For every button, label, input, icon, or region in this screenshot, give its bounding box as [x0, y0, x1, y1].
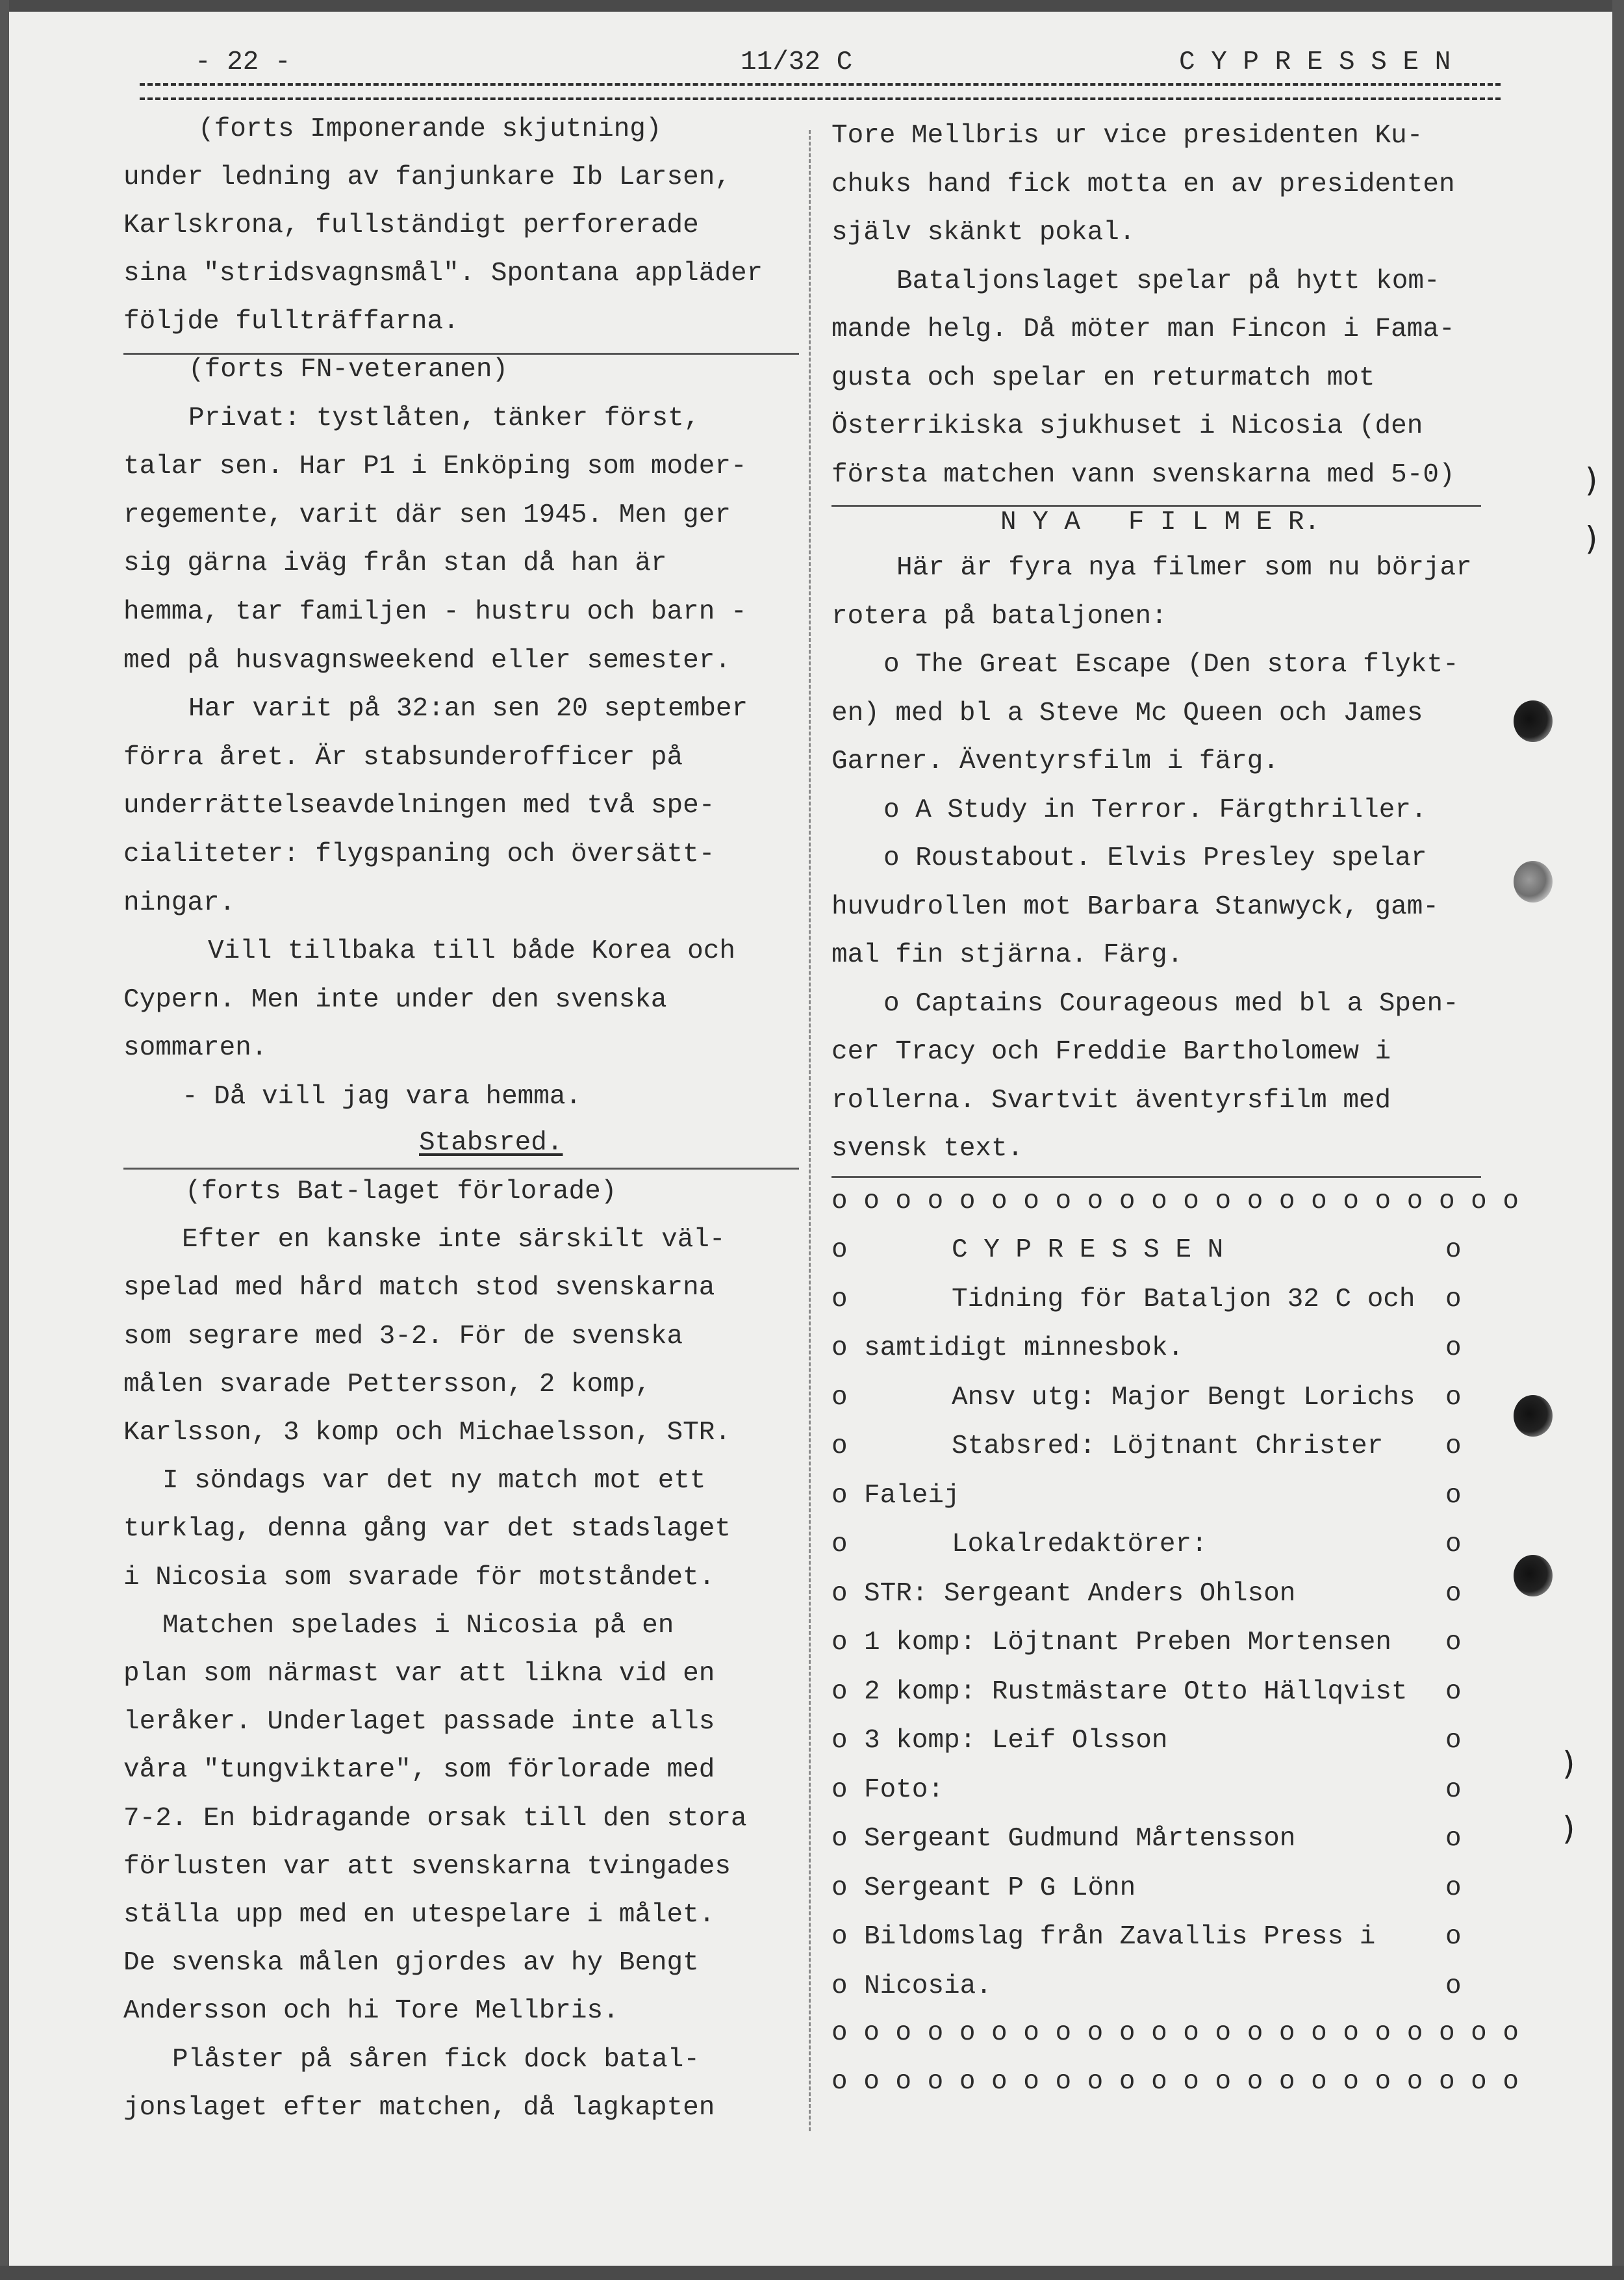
masthead-bullet: o	[1445, 1333, 1462, 1363]
text-line: själv skänkt pokal.	[831, 218, 1136, 248]
edge-mark: )	[1585, 461, 1598, 499]
text-line: o A Study in Terror. Färgthriller.	[883, 795, 1427, 825]
text-line: Har varit på 32:an sen 20 september	[188, 694, 748, 724]
text-line: o Captains Courageous med bl a Spen-	[883, 988, 1459, 1019]
masthead-bullet: o	[1445, 1774, 1462, 1805]
masthead-line: Stabsred: Löjtnant Christer	[952, 1431, 1384, 1461]
text-line: cialiteter: flygspaning och översätt-	[123, 839, 715, 869]
masthead-border-top: o o o o o o o o o o o o o o o o o o o o o o	[831, 1186, 1519, 1216]
masthead-bullet: o	[831, 1922, 848, 1952]
masthead-bullet: o	[831, 1578, 848, 1609]
masthead-line: 1 komp: Löjtnant Preben Mortensen	[864, 1628, 1391, 1658]
text-line: rotera på bataljonen:	[831, 601, 1167, 632]
scan-border-right	[1612, 0, 1624, 2280]
page-number: - 22 -	[195, 47, 291, 77]
text-line: (forts FN-veteranen)	[188, 355, 509, 385]
masthead-bullet: o	[1445, 1284, 1462, 1314]
masthead-line: Foto:	[864, 1774, 945, 1805]
text-line: Cypern. Men inte under den svenska	[123, 984, 667, 1015]
text-line: regemente, varit där sen 1945. Men ger	[123, 500, 731, 530]
masthead-bullet: o	[1445, 1530, 1462, 1559]
masthead-bullet: o	[831, 1235, 848, 1265]
punch-hole	[1514, 1555, 1553, 1596]
masthead-bullet: o	[831, 1676, 848, 1707]
text-line: huvudrollen mot Barbara Stanwyck, gam-	[831, 891, 1439, 922]
text-line: jonslaget efter matchen, då lagkapten	[123, 2092, 715, 2123]
masthead-border-bottom-2: o o o o o o o o o o o o o o o o o o o o o o	[831, 2067, 1519, 2097]
masthead-bullet: o	[1445, 1922, 1462, 1952]
text-line: De svenska målen gjordes av hy Bengt	[123, 1948, 699, 1979]
films-heading: N Y A F I L M E R.	[1000, 507, 1321, 537]
masthead-bullet: o	[831, 1873, 848, 1903]
text-line: (forts Imponerande skjutning)	[198, 114, 662, 144]
text-line: Bataljonslaget spelar på hytt kom-	[896, 266, 1440, 296]
masthead-line: Lokalredaktörer:	[952, 1530, 1208, 1559]
text-line: Tore Mellbris ur vice presidenten Ku-	[831, 121, 1423, 151]
text-line: rollerna. Svartvit äventyrsfilm med	[831, 1085, 1391, 1116]
issue-number: 11/32 C	[741, 47, 853, 77]
masthead-bullet: o	[1445, 1971, 1462, 2001]
text-line: förlusten var att svenskarna tvingades	[123, 1851, 731, 1882]
masthead-bullet: o	[831, 1971, 848, 2001]
edge-mark: )	[1562, 1810, 1575, 1847]
text-line: turklag, denna gång var det stadslaget	[123, 1514, 731, 1544]
scan-border-top	[0, 0, 1624, 12]
masthead-bullet: o	[1445, 1676, 1462, 1707]
masthead-border-bottom: o o o o o o o o o o o o o o o o o o o o o o	[831, 2018, 1519, 2048]
text-line: följde fullträffarna.	[123, 307, 459, 337]
text-line: sina "stridsvagnsmål". Spontana appläder	[123, 259, 763, 288]
masthead-line: Tidning för Bataljon 32 C och	[952, 1284, 1415, 1314]
masthead-bullet: o	[831, 1480, 848, 1511]
masthead-line: samtidigt minnesbok.	[864, 1333, 1184, 1363]
article-divider	[831, 1176, 1481, 1178]
text-line: ställa upp med en utespelare i målet.	[123, 1900, 715, 1930]
text-line: o The Great Escape (Den stora flykt-	[883, 650, 1459, 680]
text-line: svensk text.	[831, 1134, 1024, 1164]
masthead-bullet: o	[1445, 1431, 1462, 1461]
text-line: sig gärna iväg från stan då han är	[123, 548, 667, 579]
scan-border-bottom	[0, 2266, 1624, 2280]
text-line: Österrikiska sjukhuset i Nicosia (den	[831, 411, 1423, 441]
punch-hole	[1514, 1395, 1553, 1437]
text-line: Privat: tystlåten, tänker först,	[188, 403, 700, 433]
text-line: gusta och spelar en returmatch mot	[831, 363, 1375, 393]
text-line: förra året. Är stabsunderofficer på	[123, 742, 683, 773]
text-line: Garner. Äventyrsfilm i färg.	[831, 747, 1279, 776]
right-column	[831, 114, 1519, 2128]
masthead-line: Faleij	[864, 1480, 960, 1511]
text-line: Karlskrona, fullständigt perforerade	[123, 211, 699, 240]
masthead-bullet: o	[831, 1628, 848, 1658]
column-divider	[809, 130, 811, 2131]
masthead-bullet: o	[1445, 1824, 1462, 1854]
masthead-bullet: o	[831, 1774, 848, 1805]
masthead-bullet: o	[1445, 1480, 1462, 1511]
edge-mark: )	[1562, 1745, 1575, 1782]
punch-hole	[1514, 861, 1553, 903]
text-line: o Roustabout. Elvis Presley spelar	[883, 843, 1427, 873]
masthead-line: 3 komp: Leif Olsson	[864, 1726, 1168, 1756]
masthead-bullet: o	[1445, 1578, 1462, 1609]
masthead-line: C Y P R E S S E N	[952, 1235, 1224, 1265]
text-line: våra "tungviktare", som förlorade med	[123, 1755, 715, 1786]
masthead-bullet: o	[1445, 1873, 1462, 1903]
signature-stabsred: Stabsred.	[419, 1128, 563, 1158]
masthead-bullet: o	[1445, 1628, 1462, 1658]
text-line: första matchen vann svenskarna med 5-0)	[831, 459, 1455, 490]
text-line: Karlsson, 3 komp och Michaelsson, STR.	[123, 1418, 731, 1448]
masthead-bullet: o	[1445, 1382, 1462, 1413]
masthead-bullet: o	[1445, 1235, 1462, 1265]
text-line: hemma, tar familjen - hustru och barn -	[123, 597, 747, 627]
text-line: mal fin stjärna. Färg.	[831, 940, 1184, 970]
text-line: chuks hand fick motta en av presidenten	[831, 169, 1455, 199]
masthead-bullet: o	[831, 1284, 848, 1314]
text-line: ningar.	[123, 888, 236, 918]
article-divider	[123, 1168, 799, 1170]
masthead-line: Sergeant P G Lönn	[864, 1873, 1136, 1903]
masthead-line: 2 komp: Rustmästare Otto Hällqvist	[864, 1676, 1408, 1707]
masthead-line: Nicosia.	[864, 1971, 992, 2001]
text-line: Matchen spelades i Nicosia på en	[162, 1610, 674, 1641]
text-line: spelad med hård match stod svenskarna	[123, 1273, 715, 1303]
masthead-bullet: o	[831, 1382, 848, 1413]
text-line: Plåster på såren fick dock batal-	[172, 2044, 700, 2075]
masthead-line: Ansv utg: Major Bengt Lorichs	[952, 1382, 1415, 1413]
text-line: leråker. Underlaget passade inte alls	[123, 1707, 715, 1737]
punch-hole	[1514, 700, 1553, 742]
text-line: Efter en kanske inte särskilt väl-	[182, 1225, 726, 1255]
masthead-bullet: o	[831, 1431, 848, 1461]
text-line: talar sen. Har P1 i Enköping som moder-	[123, 452, 747, 482]
masthead-bullet: o	[1445, 1726, 1462, 1756]
text-line: i Nicosia som svarade för motståndet.	[123, 1562, 715, 1593]
text-line: I söndags var det ny match mot ett	[162, 1466, 706, 1496]
edge-mark: )	[1585, 520, 1598, 557]
text-line: Andersson och hi Tore Mellbris.	[123, 1996, 619, 2027]
masthead-bullet: o	[831, 1530, 848, 1559]
header-rule-top	[140, 83, 1501, 86]
masthead-line: STR: Sergeant Anders Ohlson	[864, 1578, 1296, 1609]
masthead-line: Sergeant Gudmund Mårtensson	[864, 1824, 1296, 1854]
text-line: Vill tillbaka till både Korea och	[208, 936, 735, 967]
masthead-bullet: o	[831, 1824, 848, 1854]
masthead-line: Bildomslag från Zavallis Press i	[864, 1922, 1376, 1952]
text-line: mande helg. Då möter man Fincon i Fama-	[831, 314, 1455, 344]
text-line: plan som närmast var att likna vid en	[123, 1659, 715, 1689]
publication-name: C Y P R E S S E N	[1179, 47, 1451, 77]
text-line: - Då vill jag vara hemma.	[182, 1082, 582, 1112]
left-column	[123, 114, 799, 2128]
text-line: Här är fyra nya filmer som nu börjar	[896, 553, 1472, 583]
text-line: under ledning av fanjunkare Ib Larsen,	[123, 162, 731, 192]
text-line: (forts Bat-laget förlorade)	[185, 1177, 617, 1207]
text-line: målen svarade Pettersson, 2 komp,	[123, 1369, 651, 1400]
text-line: en) med bl a Steve Mc Queen och James	[831, 698, 1423, 728]
text-line: cer Tracy och Freddie Bartholomew i	[831, 1037, 1391, 1067]
text-line: sommaren.	[123, 1033, 268, 1064]
text-line: underrättelseavdelningen med två spe-	[123, 791, 715, 821]
masthead-bullet: o	[831, 1333, 848, 1363]
text-line: som segrare med 3-2. För de svenska	[123, 1321, 683, 1351]
scan-border-left	[0, 0, 9, 2280]
masthead-bullet: o	[831, 1726, 848, 1756]
header-rule-bottom	[140, 97, 1501, 100]
text-line: 7-2. En bidragande orsak till den stora	[123, 1803, 747, 1834]
text-line: med på husvagnsweekend eller semester.	[123, 645, 731, 676]
